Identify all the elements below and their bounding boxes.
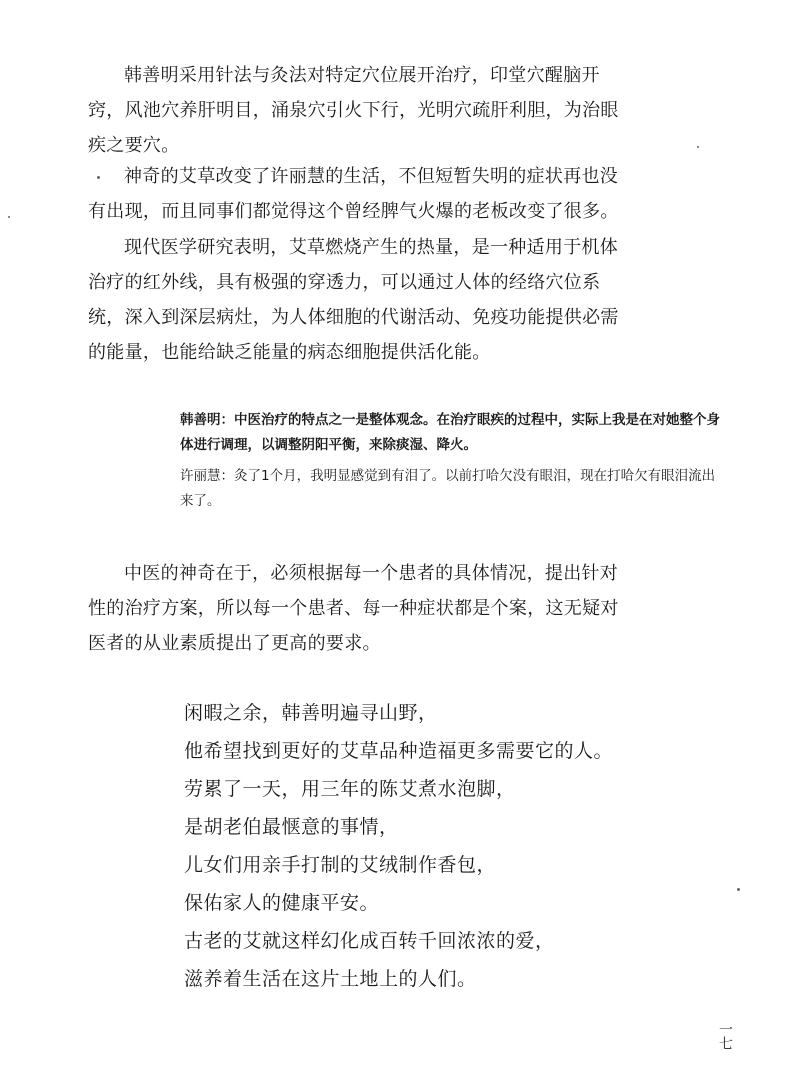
poem-line: 劳累了一天，用三年的陈艾煮水泡脚，: [184, 778, 516, 800]
poem-line: 闲暇之余，韩善明遍寻山野，: [184, 702, 438, 724]
dialogue-quote-xu: [180, 464, 720, 514]
poem-block: [184, 694, 704, 998]
body-paragraph: 中医的神奇在于，必须根据每一个患者的具体情况，提出针对性的治疗方案，所以每一个患者、每一种症状都是个案，这无疑对医者的从业素质提出了更高的要求。: [88, 563, 619, 654]
body-paragraph: 韩善明采用针法与灸法对特定穴位展开治疗，印堂穴醒脑开窍，风池穴养肝明目，涌泉穴引火下行，光明穴疏肝利胆，为治眼疾之要穴。: [88, 65, 619, 156]
poem-line: 他希望找到更好的艾草品种造福更多需要它的人。: [184, 740, 614, 762]
poem-line: 儿女们用亲手打制的艾绒制作香包，: [184, 854, 497, 876]
dialogue-quote-han: [180, 408, 720, 458]
body-paragraph: 神奇的艾草改变了许丽慧的生活，不但短暂失明的症状再也没有出现，而且同事们都觉得这个曾经脾气火爆的老板改变了很多。: [88, 166, 619, 222]
poem-line: 是胡老伯最惬意的事情，: [184, 816, 399, 838]
dialogue-text: 许丽慧：灸了1个月，我明显感觉到有泪了。以前打哈欠没有眼泪，现在打哈欠有眼泪流出来了。: [180, 468, 716, 509]
body-paragraph: 现代医学研究表明，艾草燃烧产生的热量，是一种适用于机体治疗的红外线，具有极强的穿透力，可以通过人体的经络穴位系统，深入到深层病灶，为人体细胞的代谢活动、免疫功能提供必需的能量，也能给缺乏能量的病态细胞提供活化能。: [88, 237, 619, 363]
poem-line: 古老的艾就这样幻化成百转千回浓浓的爱，: [184, 930, 555, 952]
poem-line: 滋养着生活在这片土地上的人们。: [184, 968, 477, 990]
scan-speck: [8, 216, 10, 218]
scan-speck: [737, 888, 740, 891]
scan-speck: [97, 176, 100, 179]
page-number: 一七: [717, 1022, 733, 1050]
dialogue-text: 韩善明：中医治疗的特点之一是整体观念。在治疗眼疾的过程中，实际上我是在对她整个身体进行调理，以调整阴阳平衡，来除痰湿、降火。: [180, 412, 720, 453]
poem-line: 保佑家人的健康平安。: [184, 892, 380, 914]
scan-speck: [697, 146, 699, 148]
